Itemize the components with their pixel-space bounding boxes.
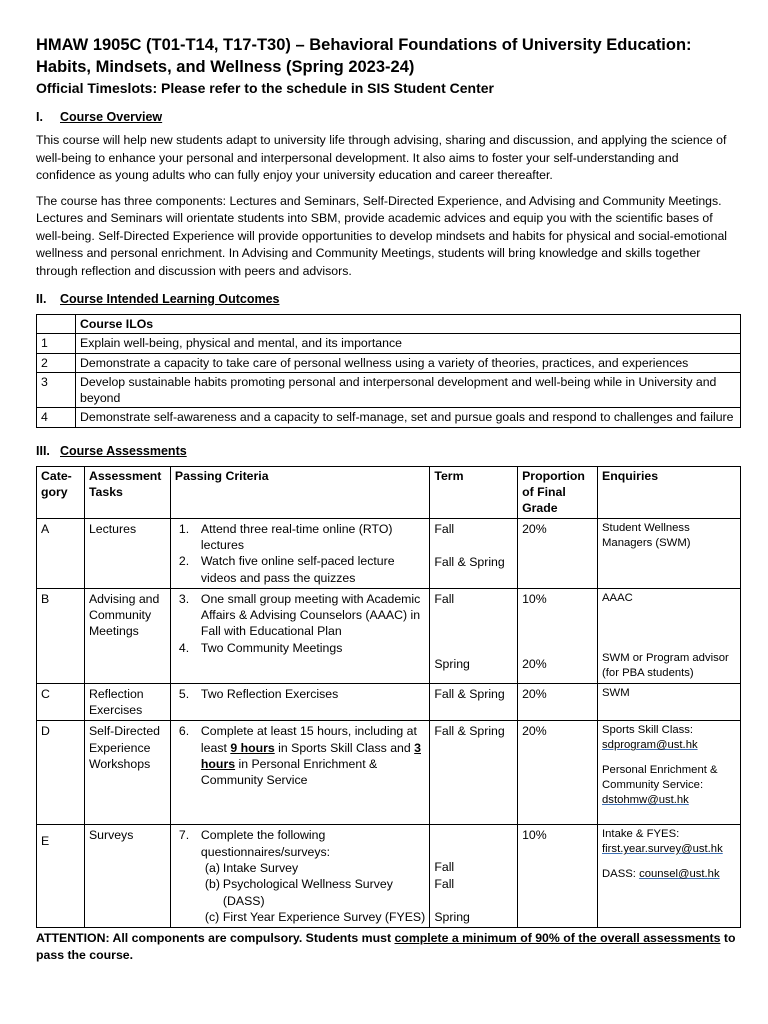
overview-paragraph-1: This course will help new students adapt to university life through advising, sharing and discussion, and applying the science of well-being to enhance your personal and interpersonal development. It also aims to foster your self-understanding and confidence as young adults who can fully enjoy your university education and career thereafter. bbox=[36, 133, 727, 182]
email-link[interactable]: first.year.survey@ust.hk bbox=[602, 843, 723, 856]
table-row: B Advising and Community Meetings 3. One small group meeting with Academic Affairs & Advising Counselors (AAAC) in Fall with Educational Plan 4. Two Community Meetings Fall Spring 10% 20% AAAC SWM or Program advisor (for PBA students) bbox=[37, 588, 741, 683]
email-link[interactable]: counsel@ust.hk bbox=[639, 868, 720, 881]
section-overview-heading: I. Course Overview bbox=[36, 110, 163, 124]
table-row: 3 Develop sustainable habits promoting personal and interpersonal development and well-being while in University and beyond bbox=[37, 372, 741, 408]
assessment-table bbox=[36, 466, 741, 928]
header-enquiries: Enquiries bbox=[598, 466, 741, 518]
header-term: Term bbox=[430, 466, 518, 518]
header-proportion: Proportion of Final Grade bbox=[518, 466, 598, 518]
assessment-header-row bbox=[37, 466, 741, 518]
section-assessments-heading: III. Course Assessments bbox=[36, 443, 187, 458]
table-row: 2 Demonstrate a capacity to take care of personal wellness using a variety of theories, practices, and experiences bbox=[37, 353, 741, 372]
ilo-table bbox=[36, 314, 741, 428]
table-row: E Surveys 7. Complete the following questionnaires/surveys: (a) Intake Survey (b) Psychological Wellness Survey (DASS) (c) First Year Experience Survey (FYES) Fall Fall Spring 10% Intake & FYES: first.year.survey@ust.hk DASS: counsel@ust.hk bbox=[37, 825, 741, 928]
attention-note: ATTENTION: All components are compulsory. Students must complete a minimum of 90% of the overall assessments to pass the course. bbox=[36, 931, 736, 963]
ilo-header-row bbox=[37, 315, 741, 334]
table-row: 1 Explain well-being, physical and mental, and its importance bbox=[37, 334, 741, 353]
email-link[interactable]: sdprogram@ust.hk bbox=[602, 739, 698, 752]
table-row: C Reflection Exercises 5. Two Reflection Exercises Fall & Spring 20% SWM bbox=[37, 683, 741, 721]
header-category: Cate-gory bbox=[37, 466, 85, 518]
table-row: A Lectures 1. Attend three real-time online (RTO) lectures 2. Watch five online self-paced lecture videos and pass the quizzes Fall Fall & Spring 20% Student Wellness Managers (SWM) bbox=[37, 518, 741, 588]
section-ilo-heading: II. Course Intended Learning Outcomes bbox=[36, 292, 280, 306]
overview-paragraph-2: The course has three components: Lectures and Seminars, Self-Directed Experience, and Advising and Community Meetings. Lectures and Seminars will orientate students into SBM, provide academic advices and equip you with the scientific bases of well-being. Self-Directed Experience will provide opportunities to develop mindsets and habits for physical and social-emotional wellness and personal enrichment. In Advising and Community Meetings, students will bring knowledge and skills together through reflection and discussion with peers and advisors. bbox=[36, 193, 728, 278]
ilo-header: Course ILOs bbox=[76, 315, 741, 334]
header-tasks: Assessment Tasks bbox=[84, 466, 170, 518]
table-row: 4 Demonstrate self-awareness and a capacity to self-manage, set and pursue goals and respond to challenges and failure bbox=[37, 408, 741, 427]
table-row: D Self-Directed Experience Workshops 6. Complete at least 15 hours, including at least 9 hours in Sports Skill Class and 3 hours in Personal Enrichment & Community Service Fall & Spring 20% Sports Skill Class: sdprogram@ust.hk Personal Enrichment & Community Service: dstohmw@ust.hk bbox=[37, 721, 741, 825]
email-link[interactable]: dstohmw@ust.hk bbox=[602, 794, 689, 807]
header-criteria: Passing Criteria bbox=[170, 466, 429, 518]
document-subtitle: Official Timeslots: Please refer to the schedule in SIS Student Center bbox=[36, 80, 494, 96]
document-title: HMAW 1905C (T01-T14, T17-T30) – Behavioral Foundations of University Education: Habits, Mindsets, and Wellness (Spring 2023-24) bbox=[36, 36, 692, 76]
